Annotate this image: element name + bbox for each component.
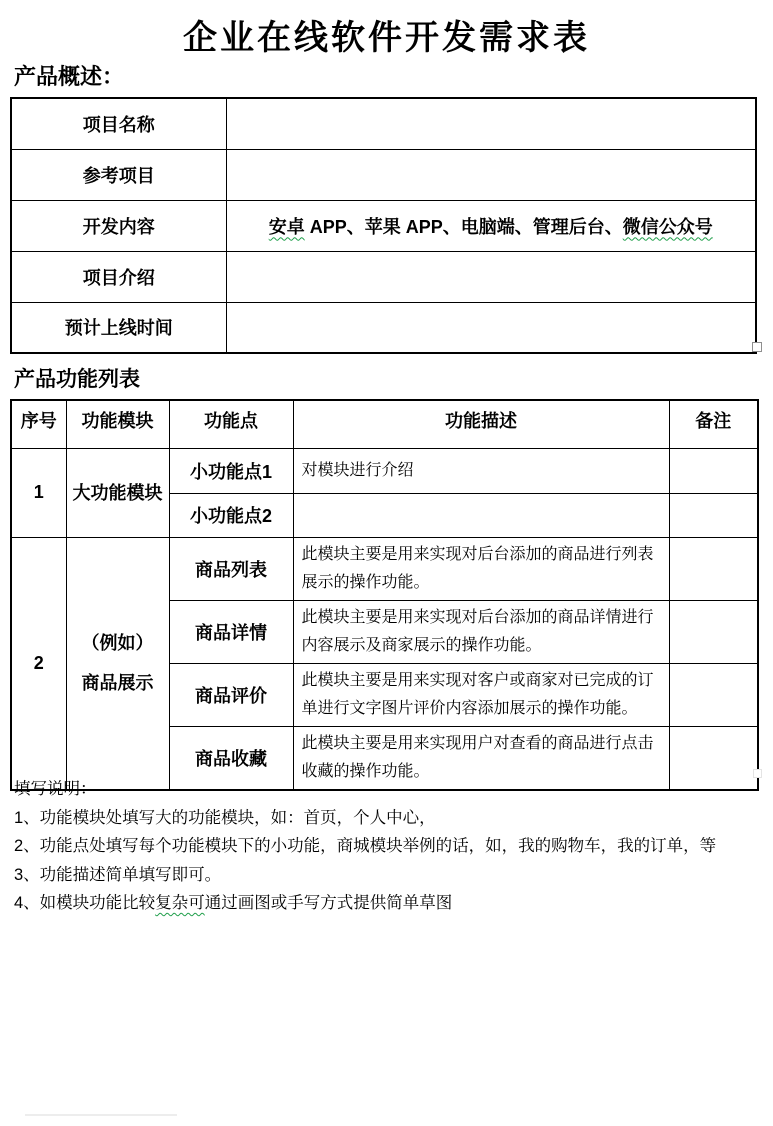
note-item-3: 3、功能描述简单填写即可。 (14, 865, 222, 884)
group1-desc-1: 对模块进行介绍 (293, 448, 669, 493)
launch-date-label: 预计上线时间 (11, 302, 226, 353)
group2-desc-review: 此模块主要是用来实现对客户或商家对已完成的订单进行文字图片评价内容添加展示的操作功能。 (293, 663, 669, 726)
group1-point-2: 小功能点2 (169, 493, 293, 537)
dev-content-seg-android: 安卓 (268, 216, 305, 237)
project-name-value-cell[interactable] (226, 98, 756, 149)
group2-remark-3-cell[interactable] (669, 663, 758, 726)
group2-desc-favorite: 此模块主要是用来实现用户对查看的商品进行点击收藏的操作功能。 (293, 726, 669, 790)
project-name-label: 项目名称 (11, 98, 226, 149)
project-intro-value-cell[interactable] (226, 251, 756, 302)
note4-seg1: 4、如模块功能比较 (14, 894, 156, 912)
reference-project-label: 参考项目 (11, 149, 226, 200)
header-point: 功能点 (169, 400, 293, 448)
group2-desc-detail: 此模块主要是用来实现对后台添加的商品详情进行内容展示及商家展示的操作功能。 (293, 600, 669, 663)
group1-point-1: 小功能点1 (169, 448, 293, 493)
dev-content-seg-middle: APP、苹果 APP、电脑端、管理后台、 (304, 216, 623, 237)
table-row (11, 200, 756, 251)
notes-heading: 填写说明： (14, 780, 97, 798)
group2-remark-2-cell[interactable] (669, 600, 758, 663)
overview-table (10, 97, 757, 354)
header-index: 序号 (11, 400, 66, 448)
overview-heading: 产品概述： (14, 64, 125, 89)
table-row (11, 537, 758, 600)
group2-remark-1-cell[interactable] (669, 537, 758, 600)
group1-desc-2-cell[interactable] (293, 493, 669, 537)
functions-table (10, 399, 759, 791)
group1-module: 大功能模块 (66, 448, 169, 537)
table-row (11, 98, 756, 149)
reference-project-value-cell[interactable] (226, 149, 756, 200)
group2-point-detail: 商品详情 (169, 600, 293, 663)
group1-remark-1-cell[interactable] (669, 448, 758, 493)
group2-module-line2: 商品展示 (81, 673, 154, 693)
group1-remark-2-cell[interactable] (669, 493, 758, 537)
functions-heading: 产品功能列表 (14, 368, 140, 391)
header-module: 功能模块 (66, 400, 169, 448)
table-row (11, 149, 756, 200)
note-item-2: 2、功能点处填写每个功能模块下的小功能，商城模块举例的话，如，我的购物车，我的订单，等 (14, 837, 717, 855)
table-row (11, 251, 756, 302)
group2-desc-list: 此模块主要是用来实现对后台添加的商品进行列表展示的操作功能。 (293, 537, 669, 600)
group2-module (66, 537, 169, 790)
group1-index: 1 (11, 448, 66, 537)
fill-instructions (14, 775, 766, 918)
group2-point-review: 商品评价 (169, 663, 293, 726)
note-item-1: 1、功能模块处填写大的功能模块，如：首页，个人中心， (14, 808, 436, 827)
overview-table-resize-handle[interactable] (752, 342, 762, 352)
launch-date-value-cell[interactable] (226, 302, 756, 353)
group2-point-list: 商品列表 (169, 537, 293, 600)
note4-seg2-squiggle: 复杂可 (155, 894, 205, 912)
dev-content-seg-wechat: 微信公众号 (622, 216, 713, 237)
table-row (11, 302, 756, 353)
note-item-4 (14, 889, 766, 918)
page-bottom-artifact (25, 1114, 177, 1116)
dev-content-value-cell[interactable] (226, 200, 756, 251)
functions-table-header-row (11, 400, 758, 448)
header-description: 功能描述 (293, 400, 669, 448)
dev-content-label: 开发内容 (11, 200, 226, 251)
table-row (11, 448, 758, 493)
note4-seg3: 通过画图或手写方式提供简单草图 (204, 894, 453, 912)
group2-index: 2 (11, 537, 66, 790)
group2-point-favorite: 商品收藏 (169, 726, 293, 790)
document-title: 企业在线软件开发需求表 (183, 19, 590, 57)
group2-module-line1: （例如） (81, 633, 154, 653)
project-intro-label: 项目介绍 (11, 251, 226, 302)
header-remark: 备注 (669, 400, 758, 448)
